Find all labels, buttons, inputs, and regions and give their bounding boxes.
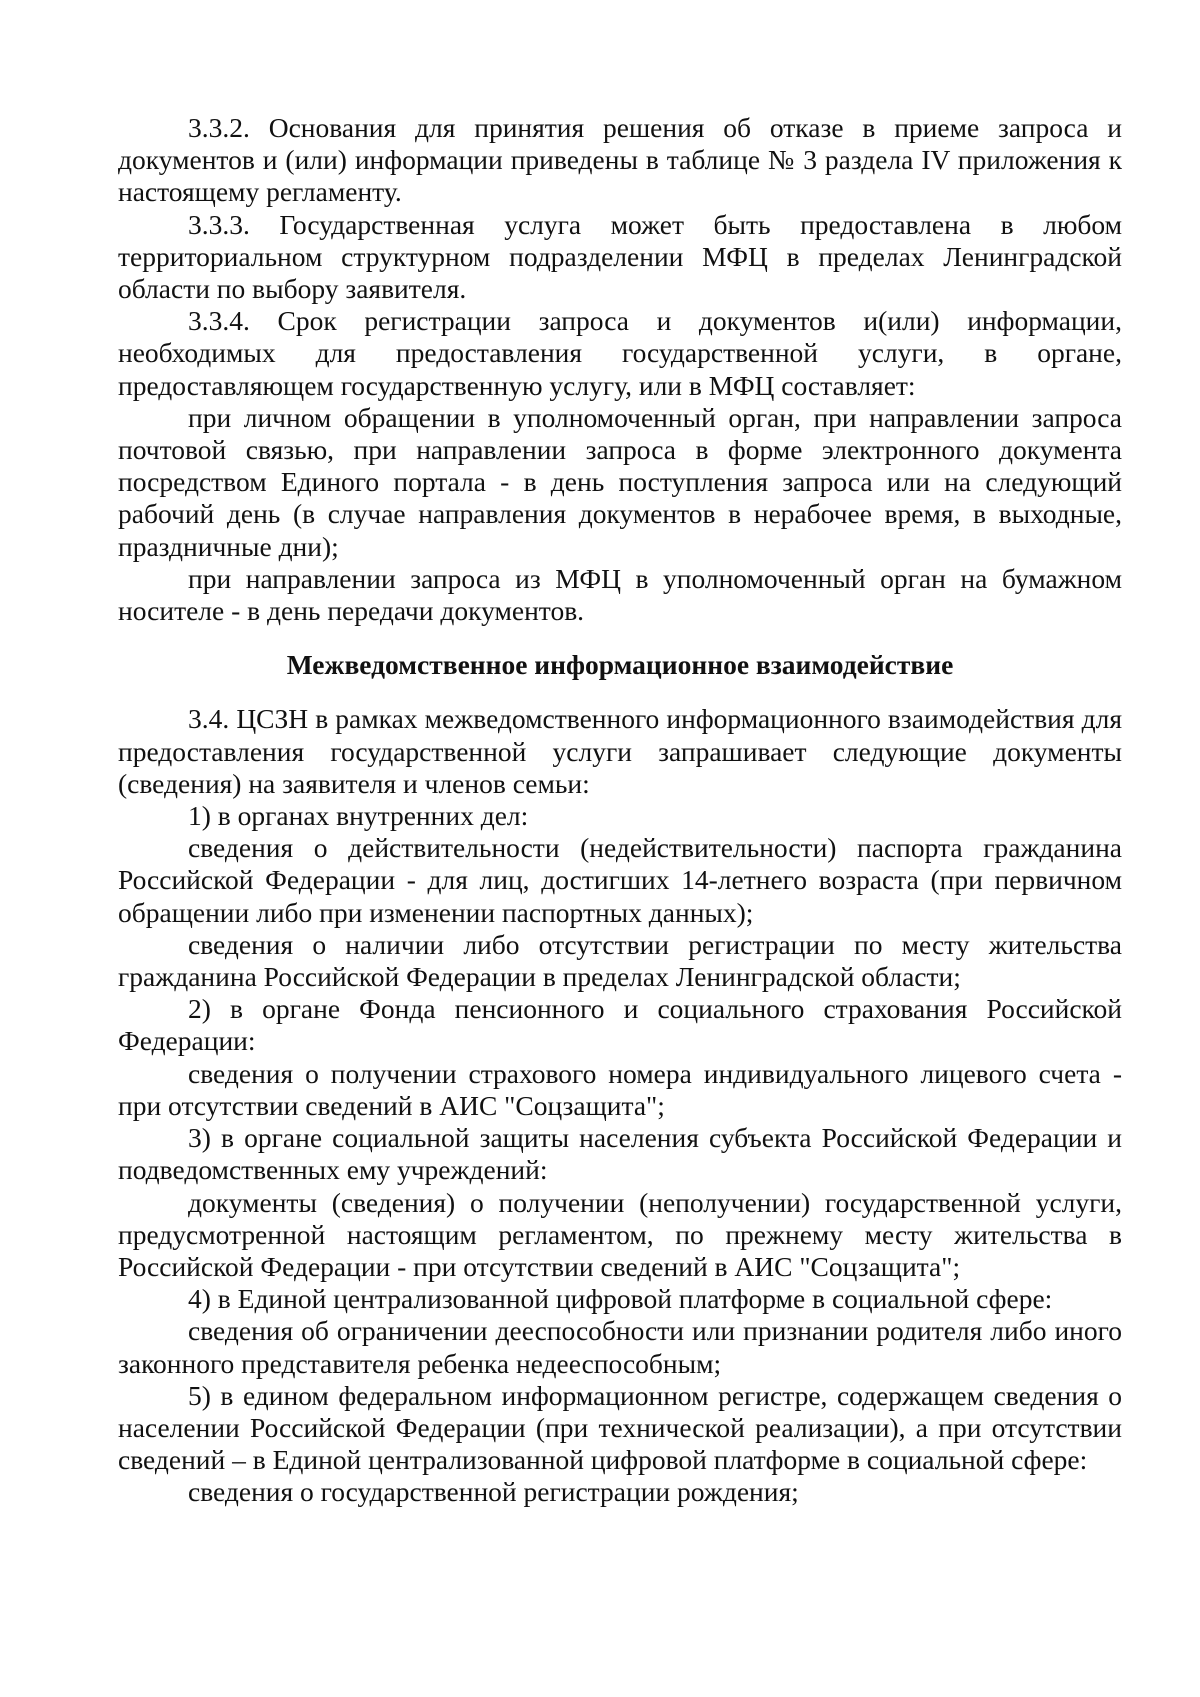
paragraph-3-3-4: 3.3.4. Срок регистрации запроса и документов и(или) информации, необходимых для предоставления государственной услуги, в органе, предоставляющем государственную услугу, или в МФЦ составляет:: [118, 305, 1122, 401]
list-item-3-service: документы (сведения) о получении (неполучении) государственной услуги, предусмотренной настоящим регламентом, по прежнему месту жительства в Российской Федерации - при отсутствии сведений в АИС "Соцзащита";: [118, 1186, 1122, 1282]
list-item-1-registration: сведения о наличии либо отсутствии регистрации по месту жительства гражданина Российской Федерации в пределах Ленинградской области;: [118, 928, 1122, 993]
list-item-2-snils: сведения о получении страхового номера индивидуального лицевого счета - при отсутствии сведений в АИС "Соцзащита";: [118, 1057, 1122, 1121]
list-item-5: 5) в едином федеральном информационном регистре, содержащем сведения о населении Российской Федерации (при технической реализации), а при отсутствии сведений – в Единой централизованной цифровой платформе в социальной сфере:: [118, 1379, 1122, 1476]
list-item-3: 3) в органе социальной защиты населения субъекта Российской Федерации и подведомственных ему учреждений:: [118, 1122, 1122, 1186]
list-item-1-passport: сведения о действительности (недействительности) паспорта гражданина Российской Федерации - для лиц, достигших 14-летнего возраста (при первичном обращении либо при изменении паспортных данных);: [118, 832, 1122, 928]
list-item-4: 4) в Единой централизованной цифровой платформе в социальной сфере:: [188, 1283, 1053, 1315]
paragraph-3-4: 3.4. ЦСЗН в рамках межведомственного информационного взаимодействия для предоставления государственной услуги запрашивает следующие документы (сведения) на заявителя и членов семьи:: [118, 703, 1122, 799]
list-item-5-birth: сведения о государственной регистрации рождения;: [188, 1476, 799, 1508]
paragraph-3-3-2: 3.3.2. Основания для принятия решения об отказе в приеме запроса и документов и (или) информации приведены в таблице № 3 раздела IV приложения к настоящему регламенту.: [118, 112, 1122, 208]
list-item-2: 2) в органе Фонда пенсионного и социального страхования Российской Федерации:: [118, 993, 1122, 1057]
list-item-4-capacity: сведения об ограничении дееспособности или признании родителя либо иного законного представителя ребенка недееспособным;: [118, 1315, 1122, 1379]
paragraph-mfc-paper: при направлении запроса из МФЦ в уполномоченный орган на бумажном носителе - в день передачи документов.: [118, 562, 1122, 627]
list-item-1: 1) в органах внутренних дел:: [188, 800, 529, 832]
paragraph-personal-appeal: при личном обращении в уполномоченный орган, при направлении запроса почтовой связью, при направлении запроса в форме электронного документа посредством Единого портала - в день поступления запроса или на следующий рабочий день (в случае направления документов в нерабочее время, в выходные, праздничные дни);: [118, 401, 1122, 562]
document-page: [118, 112, 1122, 1509]
section-heading: Межведомственное информационное взаимодействие: [286, 649, 954, 681]
paragraph-3-3-3: 3.3.3. Государственная услуга может быть предоставлена в любом территориальном структурном подразделении МФЦ в пределах Ленинградской области по выбору заявителя.: [118, 208, 1122, 305]
